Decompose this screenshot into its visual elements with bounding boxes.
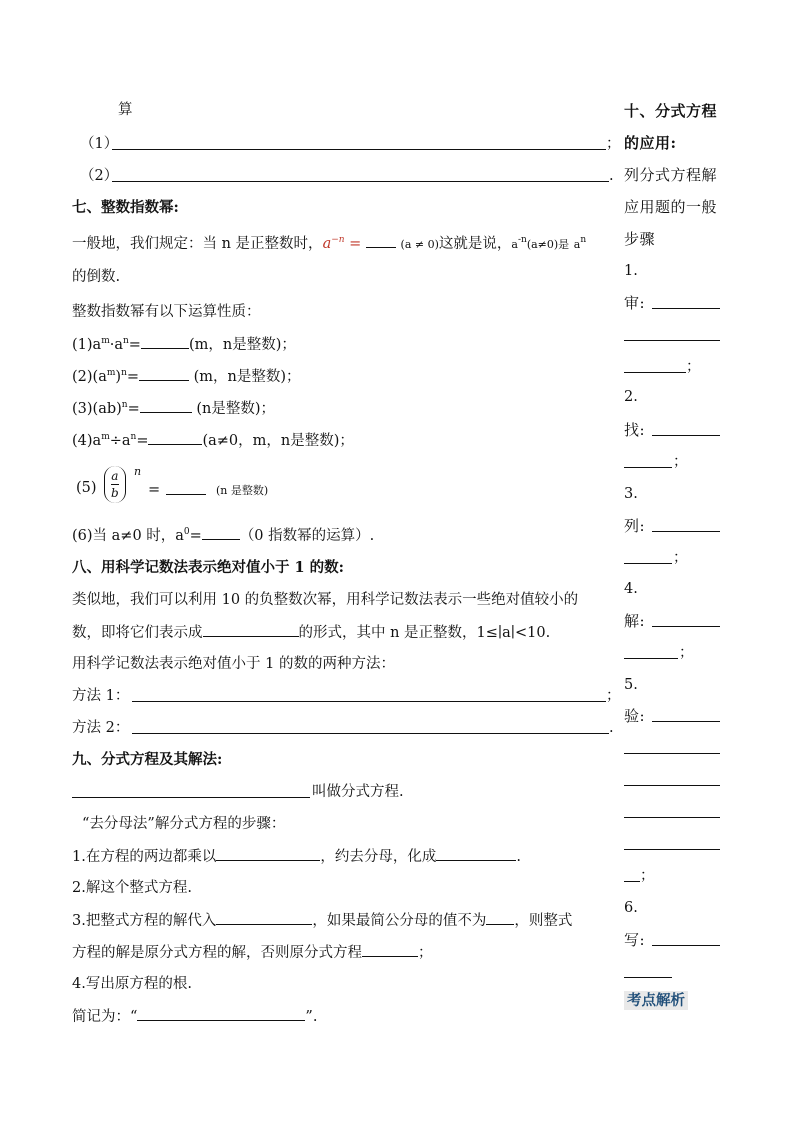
right-step4-blank1[interactable] bbox=[652, 626, 720, 627]
sec8-form-blank[interactable] bbox=[203, 622, 299, 637]
right-step5-blank6[interactable] bbox=[624, 881, 640, 882]
r4-a: (4)a bbox=[72, 433, 102, 449]
sec7-p1-d: (a≠0)是 bbox=[526, 238, 570, 251]
method2-blank[interactable] bbox=[132, 733, 609, 734]
right-step3-blank2[interactable] bbox=[624, 563, 672, 564]
s3-d: 方程的解是原分式方程的解，否则原分式方程 bbox=[72, 945, 362, 961]
r4-d: (a≠0，m，n是整数)； bbox=[202, 433, 354, 449]
r3-c: (n是整数)； bbox=[191, 401, 275, 417]
right-step5-label: 验: bbox=[624, 707, 646, 725]
right-step5-blank1[interactable] bbox=[652, 721, 720, 722]
sec7-p1-b: 这就是说， bbox=[438, 236, 512, 252]
sec9-def-blank[interactable] bbox=[72, 797, 310, 798]
rule-5-fraction bbox=[104, 466, 126, 503]
r2-exp1: m bbox=[106, 368, 116, 379]
right-step1-label: 审: bbox=[624, 294, 646, 312]
s3-b: ，如果最简公分母的值不为 bbox=[312, 913, 487, 929]
right-title-line1: 十、分式方程 bbox=[624, 102, 718, 120]
s1-a: 1.在方程的两边都乘以 bbox=[72, 849, 217, 865]
r1-blank[interactable] bbox=[141, 334, 189, 349]
sec8-para3: 用科学记数法表示绝对值小于 1 的数的两种方法： bbox=[72, 656, 395, 672]
rule-4 bbox=[72, 430, 354, 451]
r1-exp1: m bbox=[101, 336, 110, 347]
right-step2-num: 2. bbox=[624, 389, 638, 405]
sec8-p2-b: 的形式，其中 n 是正整数，1≤∣a∣<10. bbox=[298, 625, 551, 641]
sec8-para2 bbox=[72, 622, 550, 643]
s1-blank2[interactable] bbox=[436, 846, 516, 861]
r2-c: = bbox=[126, 369, 140, 385]
kaodian-label bbox=[624, 991, 688, 1011]
sec7-title: 七、整数指数幂: bbox=[72, 199, 179, 216]
r3-a: (3)(ab) bbox=[72, 401, 122, 417]
formula-blank[interactable] bbox=[366, 233, 396, 248]
rule-5-label: (5) bbox=[76, 480, 97, 496]
sec7-p1-c-exp: -n bbox=[517, 235, 527, 246]
r5-tail: (n 是整数) bbox=[216, 484, 269, 497]
sec7-p1-text: 一般地，我们规定：当 n 是正整数时， bbox=[72, 236, 323, 252]
r4-exp2: n bbox=[130, 432, 137, 443]
right-para-line2: 应用题的一般 bbox=[624, 198, 718, 216]
right-step3-num: 3. bbox=[624, 486, 638, 502]
sec7-para1-tail: 的倒数. bbox=[72, 269, 121, 285]
method1-label: 方法 1： bbox=[72, 688, 130, 704]
r3-b: = bbox=[127, 401, 140, 417]
right-para-line3: 步骤 bbox=[624, 230, 656, 248]
right-step6-blank1[interactable] bbox=[652, 945, 720, 946]
s1-b: ，约去分母，化成 bbox=[320, 849, 437, 865]
r4-b: ÷a bbox=[109, 433, 131, 449]
method2-end: . bbox=[609, 720, 614, 736]
sec7-para2: 整数指数幂有以下运算性质： bbox=[72, 304, 261, 320]
s3-blank1[interactable] bbox=[216, 910, 312, 925]
sec8-title: 八、用科学记数法表示绝对值小于 1 的数: bbox=[72, 559, 345, 576]
r1-d: (m，n是整数)； bbox=[188, 337, 296, 353]
heading-suan: 算 bbox=[118, 102, 133, 118]
r3-blank[interactable] bbox=[140, 398, 192, 413]
right-step2-label: 找: bbox=[624, 421, 646, 439]
rule-3 bbox=[72, 398, 275, 419]
sec9-para2: “去分母法”解分式方程的步骤： bbox=[82, 816, 286, 832]
s3-e: ； bbox=[418, 945, 433, 961]
right-step5-num: 5. bbox=[624, 677, 638, 693]
sec7-p1-c: a bbox=[511, 238, 518, 251]
right-step2-blank1[interactable] bbox=[652, 435, 720, 436]
item1-blank[interactable] bbox=[112, 149, 606, 150]
formula-a: a bbox=[322, 236, 332, 252]
r5-eq: = bbox=[148, 482, 161, 498]
step-4: 4.写出原方程的根. bbox=[72, 976, 192, 992]
rule-6 bbox=[72, 525, 374, 546]
sec9-para1-tail: 叫做分式方程. bbox=[312, 784, 404, 800]
short-blank[interactable] bbox=[137, 1006, 305, 1021]
rule-2 bbox=[72, 366, 301, 387]
r4-blank[interactable] bbox=[148, 430, 202, 445]
item2-label: （2） bbox=[80, 168, 119, 184]
r2-a: (2)(a bbox=[72, 369, 107, 385]
s3-blank2[interactable] bbox=[486, 910, 514, 925]
right-step3-end: ； bbox=[673, 550, 688, 566]
right-step4-blank2[interactable] bbox=[624, 658, 678, 659]
item1-end: ； bbox=[606, 136, 621, 152]
r5-num: a bbox=[111, 469, 119, 483]
right-step1-blank2[interactable] bbox=[624, 340, 720, 341]
r3-exp: n bbox=[121, 400, 128, 411]
right-para-line1: 列分式方程解 bbox=[624, 166, 718, 184]
r1-exp2: n bbox=[123, 336, 129, 347]
sec7-para1 bbox=[72, 233, 586, 255]
sec8-para1: 类似地，我们可以利用 10 的负整数次幂，用科学记数法表示一些绝对值较小的 bbox=[72, 592, 579, 608]
s3-a: 3.把整式方程的解代入 bbox=[72, 913, 217, 929]
r1-c: = bbox=[128, 337, 141, 353]
right-step1-end: ； bbox=[686, 359, 701, 375]
right-step4-label: 解: bbox=[624, 612, 646, 630]
item2-blank[interactable] bbox=[112, 181, 609, 182]
r6-exp: 0 bbox=[183, 527, 190, 538]
step-2: 2.解这个整式方程. bbox=[72, 880, 192, 896]
right-step3-blank1[interactable] bbox=[652, 531, 720, 532]
short-a: 简记为：“ bbox=[72, 1009, 138, 1025]
formula-eq: = bbox=[344, 236, 366, 252]
step-3-cont bbox=[72, 942, 433, 963]
sec7-p1-e-exp: n bbox=[580, 235, 587, 246]
sec7-p1-e: a bbox=[573, 238, 581, 251]
item2-end: . bbox=[609, 168, 614, 184]
r5-den: b bbox=[111, 486, 119, 500]
formula-exp: −n bbox=[331, 235, 345, 246]
step-3 bbox=[72, 910, 572, 931]
r1-b: ·a bbox=[109, 337, 123, 353]
right-step4-end: ； bbox=[679, 645, 694, 661]
short-summary bbox=[72, 1006, 317, 1027]
sec9-title: 九、分式方程及其解法: bbox=[72, 751, 223, 768]
right-step1-blank3[interactable] bbox=[624, 372, 686, 373]
right-step6-num: 6. bbox=[624, 900, 638, 916]
right-step5-end: ； bbox=[640, 868, 655, 884]
s1-c: . bbox=[516, 849, 521, 865]
right-step2-blank2[interactable] bbox=[624, 467, 672, 468]
right-step5-blank3[interactable] bbox=[624, 785, 720, 786]
right-step6-label: 写: bbox=[624, 931, 646, 949]
s1-blank1[interactable] bbox=[216, 846, 320, 861]
right-step2-end: ； bbox=[673, 454, 688, 470]
right-step5-blank4[interactable] bbox=[624, 817, 720, 818]
r5-exp: n bbox=[134, 465, 142, 478]
sec8-p2-a: 数，即将它们表示成 bbox=[72, 625, 203, 641]
r2-d: (m，n是整数)； bbox=[189, 369, 301, 385]
method1-end: ； bbox=[606, 688, 621, 704]
right-step1-blank1[interactable] bbox=[652, 308, 720, 309]
r4-c: = bbox=[136, 433, 149, 449]
s3-blank3[interactable] bbox=[362, 942, 418, 957]
right-step4-num: 4. bbox=[624, 581, 638, 597]
kaodian-text: 考点解析 bbox=[624, 991, 688, 1010]
r6-a: (6)当 a≠0 时，a bbox=[72, 528, 184, 544]
right-step1-num: 1. bbox=[624, 263, 638, 279]
right-step5-blank2[interactable] bbox=[624, 753, 720, 754]
right-step6-blank2[interactable] bbox=[624, 977, 672, 978]
r5-blank[interactable] bbox=[166, 494, 206, 495]
r6-c: （0 指数幂的运算）. bbox=[239, 528, 375, 544]
formula-cond: (a ≠ 0) bbox=[400, 238, 439, 251]
short-b: ”. bbox=[305, 1009, 318, 1025]
step-1 bbox=[72, 846, 521, 867]
r2-blank[interactable] bbox=[139, 366, 189, 381]
method1-blank[interactable] bbox=[132, 701, 606, 702]
method2-label: 方法 2： bbox=[72, 720, 130, 736]
right-step3-label: 列: bbox=[624, 517, 646, 535]
r6-b: = bbox=[189, 528, 202, 544]
r6-blank[interactable] bbox=[202, 525, 240, 540]
right-step5-blank5[interactable] bbox=[624, 849, 720, 850]
r2-b: ) bbox=[115, 369, 122, 385]
rule-1 bbox=[72, 334, 296, 355]
item1-label: （1） bbox=[80, 136, 119, 152]
right-title-line2: 的应用: bbox=[624, 134, 677, 152]
r2-exp2: n bbox=[121, 368, 127, 379]
s3-c: ，则整式 bbox=[514, 913, 573, 929]
r1-a: (1)a bbox=[72, 337, 102, 353]
r4-exp1: m bbox=[101, 432, 110, 443]
